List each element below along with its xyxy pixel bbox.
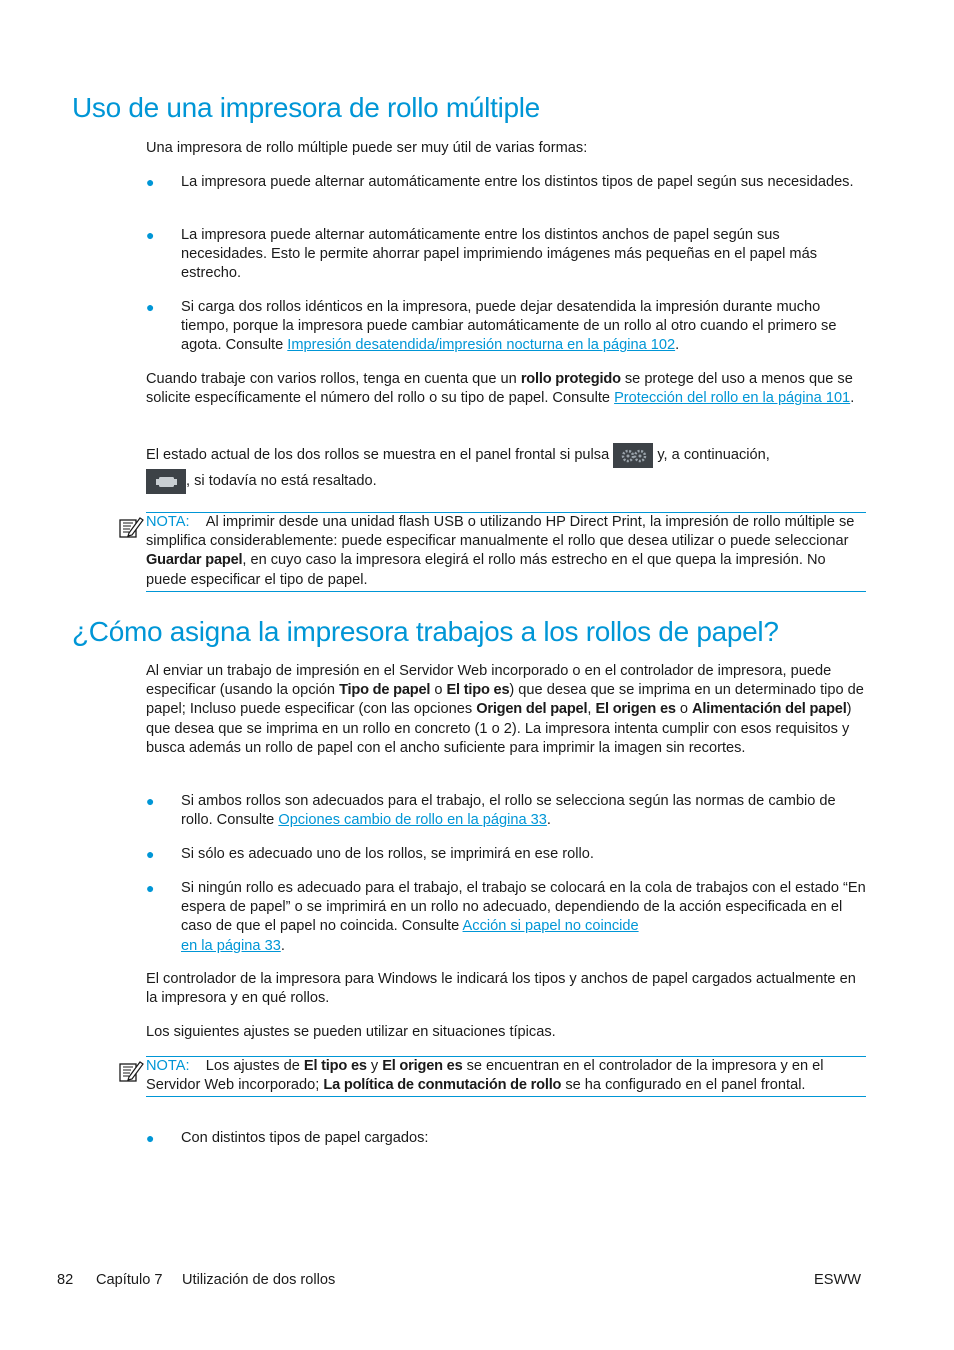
settings-button-icon (613, 443, 653, 468)
windows-driver-paragraph: El controlador de la impresora para Windows le indicará los tipos y anchos de papel cargados actualmente en la impresora y en qué rollos. (146, 971, 856, 1007)
list-item-text: Si carga dos rollos idénticos en la impresora, puede dejar desatendida la impresión durante mucho tiempo, porque la impresora puede cambiar automáticamente de un rollo al otro cuando el primero se agota. Consulte Impresión desatendida/impresión nocturna en la página 102. (181, 299, 837, 354)
bullet-dot-icon: ● (146, 1130, 155, 1146)
typical-settings-paragraph: Los siguientes ajustes se pueden utilizar en situaciones típicas. (146, 1024, 556, 1040)
footer-locale: ESWW (814, 1272, 862, 1288)
link-paper-mismatch-page[interactable]: en la página 33 (181, 937, 281, 954)
link-paper-mismatch-action[interactable]: Acción si papel no coincide (462, 918, 639, 935)
bullet-dot-icon: ● (146, 880, 155, 896)
link-roll-protection[interactable]: Protección del rollo en la página 101 (614, 390, 851, 407)
bullet-dot-icon: ● (146, 846, 155, 862)
note-label: NOTA: (146, 1058, 190, 1074)
bullet-dot-icon: ● (146, 227, 155, 243)
list-item-text: Si ambos rollos son adecuados para el trabajo, el rollo se selecciona según las normas de cambio de rollo. Consulte Opciones cambio de rollo en la página 33. (181, 793, 836, 829)
section-title-job-assignment: ¿Cómo asigna la impresora trabajos a los rollos de papel? (72, 616, 779, 647)
roll-status-paragraph: El estado actual de los dos rollos se muestra en el panel frontal si pulsa y, a continuación, , si todavía no está resaltado. (146, 442, 870, 494)
note-label: NOTA: (146, 514, 190, 530)
list-item-text: La impresora puede alternar automáticamente entre los distintos anchos de papel según sus necesidades. Esto le permite ahorrar papel imprimiendo imágenes más pequeñas en el papel más estrecho. (181, 227, 817, 282)
roll-button-icon (146, 469, 186, 494)
link-roll-change-options[interactable]: Opciones cambio de rollo en la página 33 (278, 812, 547, 829)
note-settings-location: NOTA: Los ajustes de El tipo es y El origen es se encuentran en el controlador de la impresora y en el Servidor Web incorporado; La política de conmutación de rollo se ha configurado en el panel frontal. (146, 1056, 866, 1097)
protected-roll-paragraph: Cuando trabaje con varios rollos, tenga en cuenta que un rollo protegido se protege del uso a menos que se solicite específicamente el número del rollo o su tipo de papel. Consulte Protección del rollo en la página 101. (146, 371, 855, 407)
note-pencil-icon (118, 1058, 144, 1090)
chapter-title: Utilización de dos rollos (182, 1272, 336, 1288)
job-assignment-paragraph: Al enviar un trabajo de impresión en el Servidor Web incorporado o en el controlador de impresora, puede especificar (usando la opción Tipo de papel o El tipo es) que desea que se imprima en un determinado tipo de papel; Incluso puede especificar (con las opciones Origen del papel, El origen es o Alimentación del papel) que desea que se imprima en un rollo en concreto (1 o 2). La impresora intenta cumplir con esos requisitos y busca además un rollo de papel con el ancho suficiente para imprimir la imagen sin recortes. (146, 663, 864, 756)
section-title-multiroll: Uso de una impresora de rollo múltiple (72, 92, 540, 123)
list-item-text: Con distintos tipos de papel cargados: (181, 1130, 429, 1146)
page-number: 82 (57, 1272, 74, 1288)
list-item-text: Si ningún rollo es adecuado para el trabajo, el trabajo se colocará en la cola de trabajos con el estado “En espera de papel” o se imprimirá en un rollo no adecuado, dependiendo de la acción especificada en el caso de que el papel no coincida. Consulte Acción si papel no coincide en la página 33. (181, 880, 866, 954)
list-item-text: La impresora puede alternar automáticamente entre los distintos tipos de papel según sus necesidades. (181, 174, 854, 190)
note-pencil-icon (118, 514, 144, 546)
bullet-dot-icon: ● (146, 299, 155, 315)
list-item-text: Si sólo es adecuado uno de los rollos, se imprimirá en ese rollo. (181, 846, 594, 862)
section1-intro: Una impresora de rollo múltiple puede ser muy útil de varias formas: (146, 140, 588, 156)
note-usb-printing: NOTA: Al imprimir desde una unidad flash USB o utilizando HP Direct Print, la impresión de rollo múltiple se simplifica considerablemente: puede especificar manualmente el rollo que desea utilizar o puede seleccionar Guardar papel, en cuyo caso la impresora elegirá el rollo más estrecho en el que quepa la impresión. No puede especificar el tipo de papel. (146, 512, 866, 592)
link-unattended-printing[interactable]: Impresión desatendida/impresión nocturna en la página 102 (287, 337, 676, 354)
bullet-dot-icon: ● (146, 174, 155, 190)
chapter-label: Capítulo 7 (96, 1272, 163, 1288)
bullet-dot-icon: ● (146, 793, 155, 809)
